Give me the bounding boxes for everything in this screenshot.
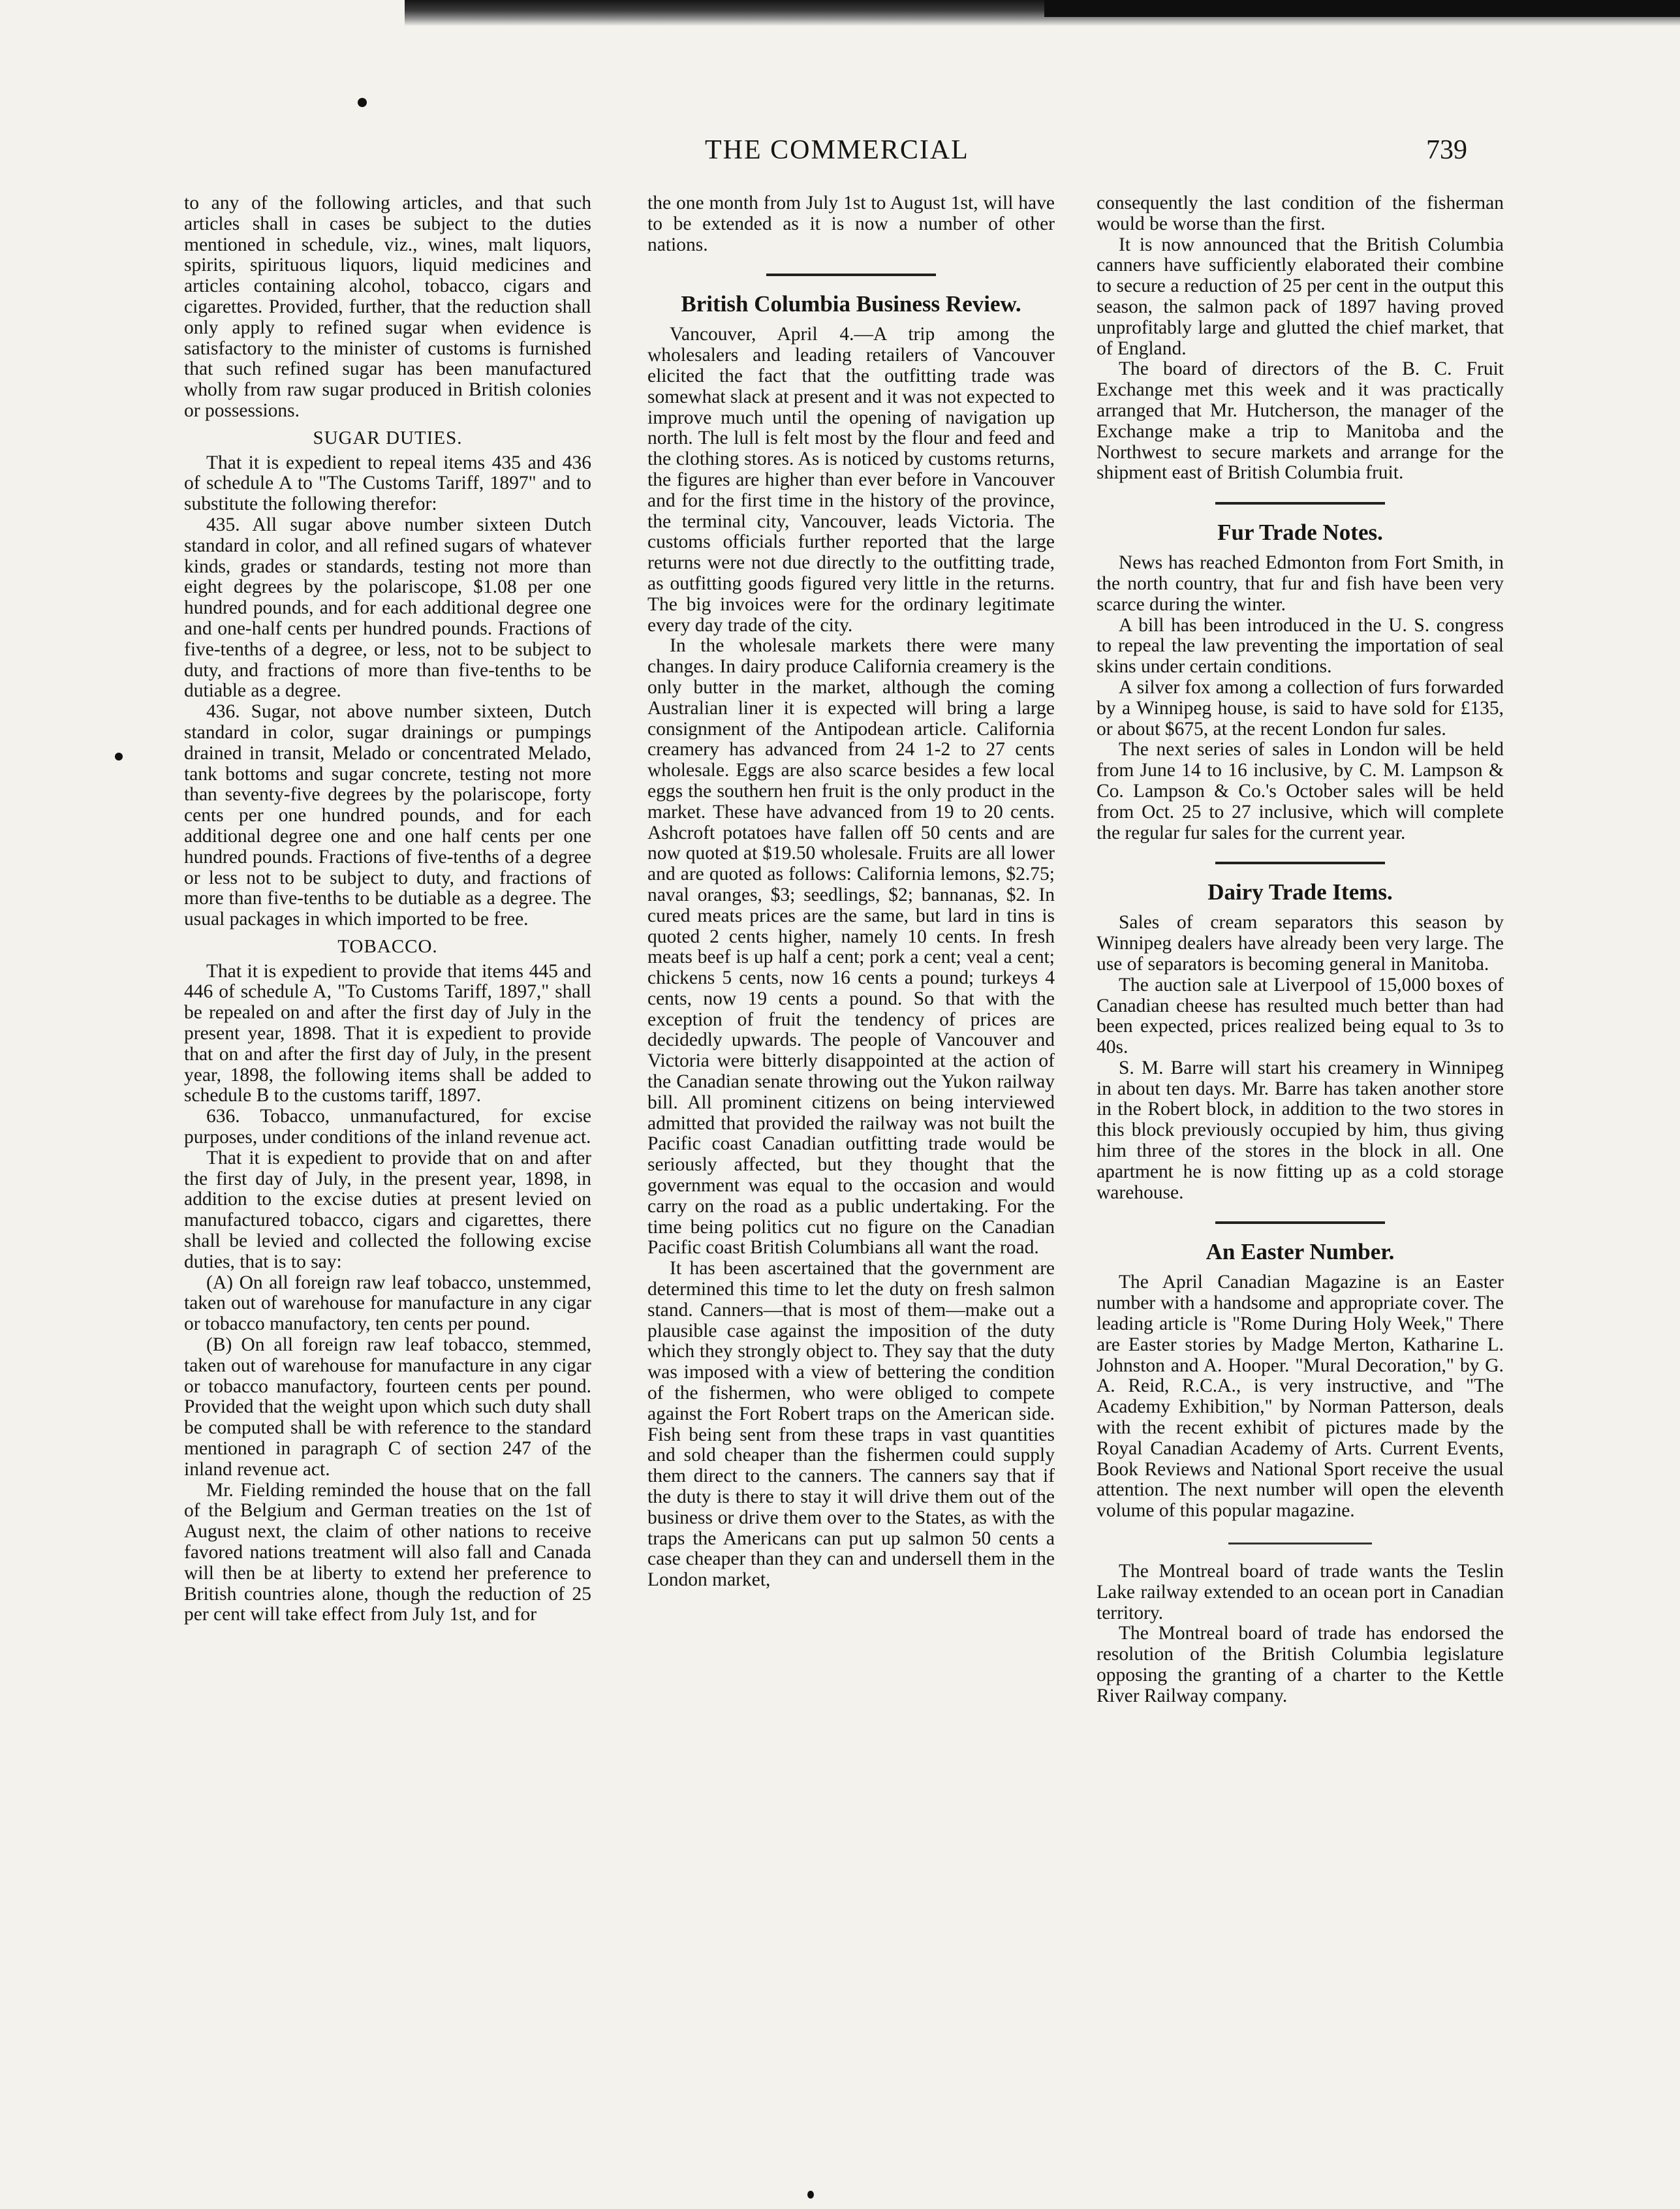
paragraph: 436. Sugar, not above number sixteen, Dutch standard in color, sugar drainings or pumpings drained in transit, Melado or concentrated Melado, tank bottoms and sugar concrete, testing not more than seventy-five degrees by the polariscope, forty cents per one hundred pounds, and for each additional degree one and one half cents per one hundred pounds. Fractions of five-tenths of a degree or less not to be subject to duty, and fractions of more than five-tenths to be dutiable as a degree. The usual packages in which imported to be free. (184, 701, 591, 930)
paragraph: The auction sale at Liverpool of 15,000 boxes of Canadian cheese has resulted much better than had been expected, prices realized being equal to 3s to 40s. (1097, 974, 1504, 1058)
column-2 (647, 193, 1055, 1591)
paragraph: (B) On all foreign raw leaf tobacco, stemmed, taken out of warehouse for manufacture in any cigar or tobacco manufactory, fourteen cents per pound. Provided that the weight upon which such duty shall be computed shall be with reference to the standard mentioned in paragraph C of section 247 of the inland revenue act. (184, 1334, 591, 1480)
paragraph: 435. All sugar above number sixteen Dutch standard in color, and all refined sugars of whatever kinds, grades or standards, testing not more than eight degrees by the polariscope, $1.08 per one hundred pounds, and for each additional degree one and one-half cents per hundred pounds. Fractions of five-tenths of a degree, or less, not to be subject to duty, and fractions of more than five-tenths to be dutiable as a degree. (184, 514, 591, 702)
divider (766, 274, 936, 276)
paragraph: consequently the last condition of the fisherman would be worse than the first. (1097, 193, 1504, 234)
divider (1228, 1543, 1372, 1544)
divider (1215, 1221, 1385, 1224)
paragraph: In the wholesale markets there were many changes. In dairy produce California creamery is the only butter in the market, although the coming Australian liner it is expected will bring a large consignment of the Antipodean article. California creamery has advanced from 24 1-2 to 27 cents wholesale. Eggs are also scarce besides a few local eggs the southern hen fruit is the only product in the market. These have advanced from 19 to 20 cents. Ashcroft potatoes have fallen off 50 cents and are now quoted at $19.50 wholesale. Fruits are all lower and are quoted as follows: California lemons, $2.75; naval oranges, $3; seedlings, $2; bannanas, $2. In cured meats prices are the same, but lard in tins is quoted 2 cents higher, namely 10 cents. In fresh meats beef is up half a cent; pork a cent; veal a cent; chickens 5 cents, now 16 cents a pound; turkeys 4 cents, now 19 cents a pound. So that with the exception of fruit the tendency of prices are decidedly upwards. The people of Vancouver and Victoria were bitterly disappointed at the action of the Canadian senate throwing out the Yukon railway bill. All prominent citizens on being interviewed admitted that provided the railway was not built the Pacific coast Canadian outfitting trade would be seriously affected, but they thought that the government was equal to the occasion and would carry on the road as a public undertaking. For the time being politics cut no figure on the Canadian Pacific coast British Columbians all want the road. (647, 635, 1055, 1259)
page-number: 739 (1426, 135, 1467, 165)
scan-speck (115, 753, 123, 760)
paragraph: That it is expedient to provide that items 445 and 446 of schedule A, "To Customs Tariff, 1897," shall be repealed on and after the first day of July in the present year, 1898. That it is expedient to provide that on and after the first day of July, in the present year, 1898, the following items shall be added to schedule B to the customs tariff, 1897. (184, 960, 591, 1106)
scan-speck (807, 2191, 814, 2199)
paragraph: S. M. Barre will start his creamery in Winnipeg in about ten days. Mr. Barre has taken another store in the Robert block, in addition to the two stores in this block previously occupied by him, thus giving him three of the stores in the block in all. One apartment he is now fitting up as a cold storage warehouse. (1097, 1057, 1504, 1203)
paragraph: A silver fox among a collection of furs forwarded by a Winnipeg house, is said to have sold for £135, or about $675, at the recent London fur sales. (1097, 676, 1504, 740)
paragraph: Vancouver, April 4.—A trip among the wholesalers and leading retailers of Vancouver elicited the fact that the outfitting trade was somewhat slack at present and it was not expected to improve much until the opening of navigation up north. The lull is felt most by the flour and feed and the clothing stores. As is noticed by customs returns, the figures are higher than ever before in Vancouver and for the first time in the history of the province, the terminal city, Vancouver, leads Victoria. The customs officials further reported that the large returns were not due directly to the outfitting trade, as outfitting goods figured very little in the returns. The big invoices were for the ordinary legitimate every day trade of the city. (647, 324, 1055, 636)
paragraph: Sales of cream separators this season by Winnipeg dealers have already been very large. The use of separators is becoming general in Manitoba. (1097, 912, 1504, 975)
paragraph: It has been ascertained that the government are determined this time to let the duty on fresh salmon stand. Canners—that is most of them—make out a plausible case against the imposition of the duty which they strongly object to. They say that the duty was imposed with a view of bettering the condition of the fishermen, who were obliged to compete against the Fort Robert traps on the American side. Fish being sent from these traps in vast quantities and sold cheaper than the fishermen could supply them direct to the canners. The canners say that if the duty is there to stay it will drive them out of the business or drive them over to the States, as with the traps the Americans can put up salmon 50 cents a case cheaper than they can and undersell them in the London market, (647, 1258, 1055, 1591)
paragraph: It is now announced that the British Columbia canners have sufficiently elaborated their combine to secure a reduction of 25 per cent in the output this season, the salmon pack of 1897 having proved unprofitably large and glutted the chief market, that of England. (1097, 234, 1504, 359)
paragraph: 636. Tobacco, unmanufactured, for excise purposes, under conditions of the inland revenue act. (184, 1106, 591, 1148)
scan-edge-dark (1044, 0, 1680, 17)
paragraph: The board of directors of the B. C. Fruit Exchange met this week and it was practically arranged that Mr. Hutcherson, the manager of the Exchange make a trip to Manitoba and the Northwest to secure markets and arrange for the shipment east of British Columbia fruit. (1097, 358, 1504, 484)
article-headline-fur-trade-notes: Fur Trade Notes. (1217, 520, 1383, 546)
paragraph: (A) On all foreign raw leaf tobacco, unstemmed, taken out of warehouse for manufacture in any cigar or tobacco manufactory, ten cents per pound. (184, 1272, 591, 1335)
column-3 (1097, 193, 1504, 1707)
column-1 (184, 193, 591, 1625)
page-header (0, 134, 1680, 174)
divider (1215, 862, 1385, 864)
scan-speck (358, 98, 367, 107)
paragraph: The Montreal board of trade has endorsed the resolution of the British Columbia legislature opposing the granting of a charter to the Kettle River Railway company. (1097, 1623, 1504, 1706)
article-headline-an-easter-number: An Easter Number. (1206, 1239, 1395, 1265)
page-title: THE COMMERCIAL (705, 135, 969, 165)
paragraph: That it is expedient to repeal items 435 and 436 of schedule A to "The Customs Tariff, 1897" and to substitute the following therefor: (184, 452, 591, 515)
section-heading-tobacco: TOBACCO. (337, 935, 438, 957)
paragraph: News has reached Edmonton from Fort Smith, in the north country, that fur and fish have been very scarce during the winter. (1097, 552, 1504, 615)
paragraph: A bill has been introduced in the U. S. congress to repeal the law preventing the importation of seal skins under certain conditions. (1097, 614, 1504, 678)
paragraph: to any of the following articles, and that such articles shall in cases be subject to the duties mentioned in schedule, viz., wines, malt liquors, spirits, spirituous liquors, liquid medicines and articles containing alcohol, tobacco, cigars and cigarettes. Provided, further, that the reduction shall only apply to refined sugar when evidence is satisfactory to the minister of customs is furnished that such refined sugar has been manufactured wholly from raw sugar produced in British colonies or possessions. (184, 193, 591, 421)
paragraph: Mr. Fielding reminded the house that on the fall of the Belgium and German treaties on the 1st of August next, the claim of other nations to receive favored nations treatment will also fall and Canada will then be at liberty to extend her preference to British countries alone, though the reduction of 25 per cent will take effect from July 1st, and for (184, 1479, 591, 1625)
article-headline-dairy-trade-items: Dairy Trade Items. (1207, 879, 1393, 905)
paragraph: The April Canadian Magazine is an Easter number with a handsome and appropriate cover. The leading article is "Rome During Holy Week," There are Easter stories by Madge Merton, Katharine L. Johnston and A. Hooper. "Mural Decoration," by G. A. Reid, R.C.A., is very instructive, and "The Academy Exhibition," by Norman Patterson, deals with the recent exhibit of pictures made by the Royal Canadian Academy of Arts. Current Events, Book Reviews and National Sport receive the usual attention. The next number will open the eleventh volume of this popular magazine. (1097, 1272, 1504, 1522)
paragraph: The next series of sales in London will be held from June 14 to 16 inclusive, by C. M. Lampson & Co. Lampson & Co.'s October sales will be held from Oct. 25 to 27 inclusive, which will complete the regular fur sales for the current year. (1097, 739, 1504, 843)
divider (1215, 502, 1385, 505)
paragraph: The Montreal board of trade wants the Teslin Lake railway extended to an ocean port in Canadian territory. (1097, 1561, 1504, 1623)
section-heading-sugar-duties: SUGAR DUTIES. (313, 427, 463, 448)
paragraph: the one month from July 1st to August 1st, will have to be extended as it is now a number of other nations. (647, 193, 1055, 255)
article-headline-bc-business-review: British Columbia Business Review. (681, 291, 1021, 317)
paragraph: That it is expedient to provide that on and after the first day of July, in the present year, 1898, in addition to the excise duties at present levied on manufactured tobacco, cigars and cigarettes, there shall be levied and collected the following excise duties, that is to say: (184, 1147, 591, 1272)
